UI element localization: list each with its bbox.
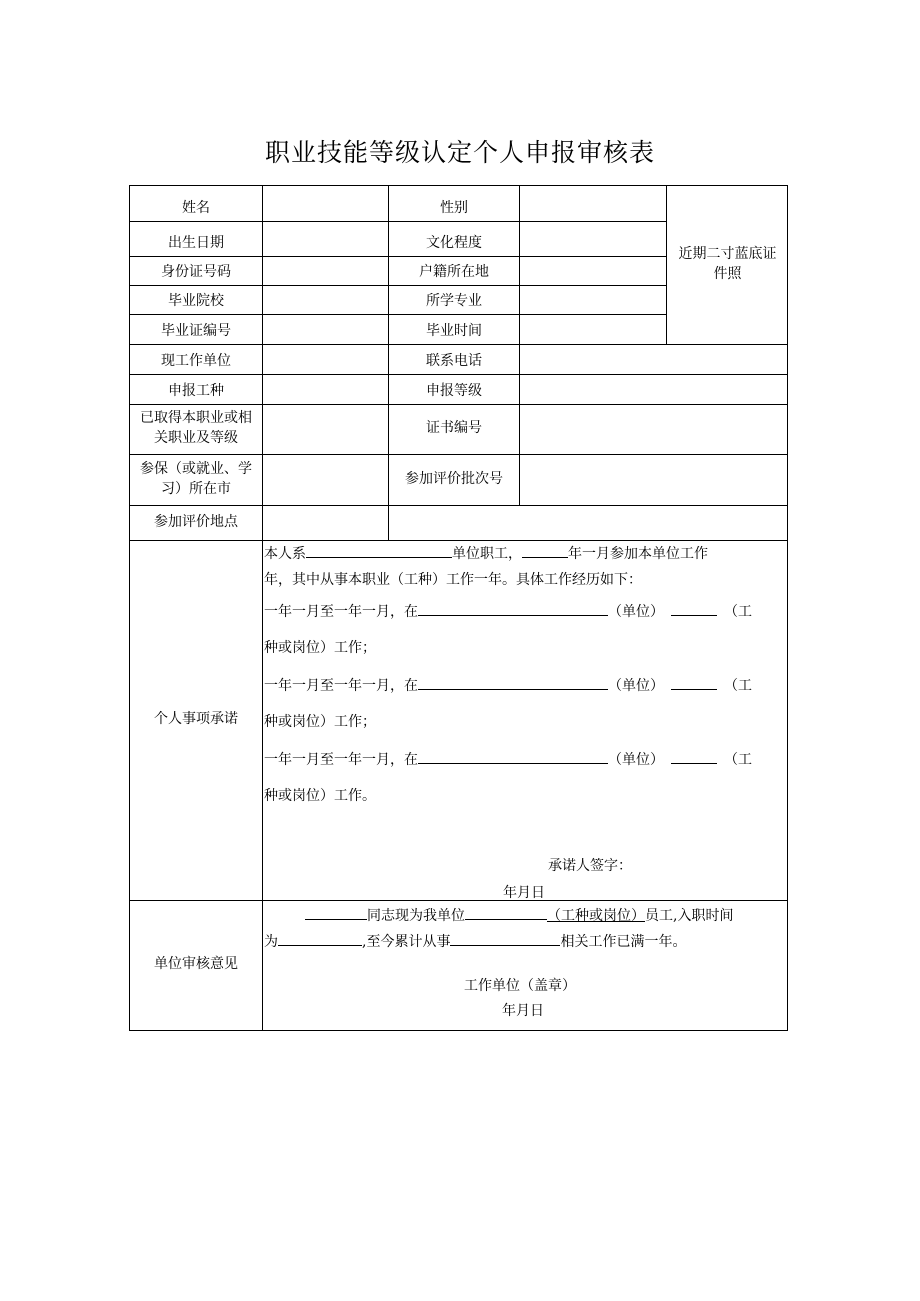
review-line-1: 同志现为我单位 （工种或岗位）员工,入职时间	[305, 904, 733, 926]
label-school: 毕业院校	[168, 293, 224, 310]
unit-name-blank[interactable]	[465, 904, 547, 920]
label-insured-city: 参保（或就业、学习）所在市	[140, 460, 252, 497]
label-certificate-no: 证书编号	[426, 420, 482, 437]
experience-unit-blank-3[interactable]	[418, 748, 608, 764]
label-commitment: 个人事项承诺	[154, 711, 238, 728]
experience-line-2: 一年一月至一年一月，在 （单位） （工	[264, 674, 752, 696]
field-insured-city[interactable]	[263, 454, 388, 505]
field-batch-no[interactable]	[520, 454, 788, 505]
label-education: 文化程度	[426, 235, 482, 252]
field-occupation[interactable]	[263, 374, 388, 404]
label-cert-no: 毕业证编号	[161, 323, 231, 340]
field-birth-date[interactable]	[263, 221, 388, 256]
label-id-number: 身份证号码	[161, 264, 231, 281]
field-school[interactable]	[263, 285, 388, 314]
field-id-number[interactable]	[263, 256, 388, 285]
label-batch-no: 参加评价批次号	[405, 470, 503, 487]
label-birth-date: 出生日期	[168, 235, 224, 252]
field-education[interactable]	[520, 221, 666, 256]
label-occupation: 申报工种	[168, 383, 224, 400]
review-line-2: 为 ,至今累计从事 相关工作已满一年。	[264, 930, 686, 952]
form-title: 职业技能等级认定个人申报审核表	[264, 138, 655, 167]
signer-label: 承诺人签字：	[548, 858, 632, 874]
label-household: 户籍所在地	[419, 264, 489, 281]
experience-tail-2: 种或岗位）工作；	[264, 714, 376, 730]
experience-tail-3: 种或岗位）工作。	[264, 788, 376, 804]
field-name[interactable]	[263, 186, 388, 221]
field-level[interactable]	[520, 374, 788, 404]
field-gender[interactable]	[520, 186, 666, 221]
field-existing-cert[interactable]	[263, 404, 388, 454]
comrade-name-blank[interactable]	[305, 904, 367, 920]
label-grad-time: 毕业时间	[426, 323, 482, 340]
experience-line-1: 一年一月至一年一月，在 （单位） （工	[264, 600, 752, 622]
commitment-date: 年月日	[503, 885, 545, 901]
field-employer[interactable]	[263, 344, 388, 374]
label-name: 姓名	[182, 200, 210, 217]
employer-blank[interactable]	[306, 542, 452, 558]
commitment-line-2: 年，其中从事本职业（工种）工作一年。具体工作经历如下：	[264, 572, 642, 588]
review-date: 年月日	[502, 1003, 544, 1019]
start-year-blank[interactable]	[522, 542, 568, 558]
application-form	[129, 185, 788, 1031]
label-major: 所学专业	[426, 293, 482, 310]
label-gender: 性别	[440, 200, 468, 217]
label-level: 申报等级	[426, 383, 482, 400]
related-work-blank[interactable]	[450, 930, 560, 946]
experience-unit-blank-1[interactable]	[418, 600, 608, 616]
label-unit-review: 单位审核意见	[154, 956, 238, 973]
field-major[interactable]	[520, 285, 666, 314]
field-grad-time[interactable]	[520, 314, 666, 344]
label-employer: 现工作单位	[161, 353, 231, 370]
label-existing-cert: 已取得本职业或相关职业及等级	[140, 410, 252, 446]
experience-job-blank-1[interactable]	[671, 600, 717, 616]
experience-unit-blank-2[interactable]	[418, 674, 608, 690]
entry-time-blank[interactable]	[278, 930, 362, 946]
commitment-line-1: 本人系 单位职工， 年一月参加本单位工作	[264, 542, 708, 564]
seal-label: 工作单位（盖章）	[464, 978, 576, 994]
field-household[interactable]	[520, 256, 666, 285]
field-cert-no[interactable]	[263, 314, 388, 344]
experience-tail-1: 种或岗位）工作；	[264, 640, 376, 656]
experience-job-blank-3[interactable]	[671, 748, 717, 764]
field-eval-location[interactable]	[263, 505, 788, 540]
label-eval-location: 参加评价地点	[154, 513, 238, 530]
field-certificate-no[interactable]	[520, 404, 788, 454]
experience-job-blank-2[interactable]	[671, 674, 717, 690]
label-phone: 联系电话	[426, 353, 482, 370]
experience-line-3: 一年一月至一年一月，在 （单位） （工	[264, 748, 752, 770]
field-phone[interactable]	[520, 344, 788, 374]
photo-box[interactable]: 近期二寸蓝底证件照	[678, 246, 777, 282]
